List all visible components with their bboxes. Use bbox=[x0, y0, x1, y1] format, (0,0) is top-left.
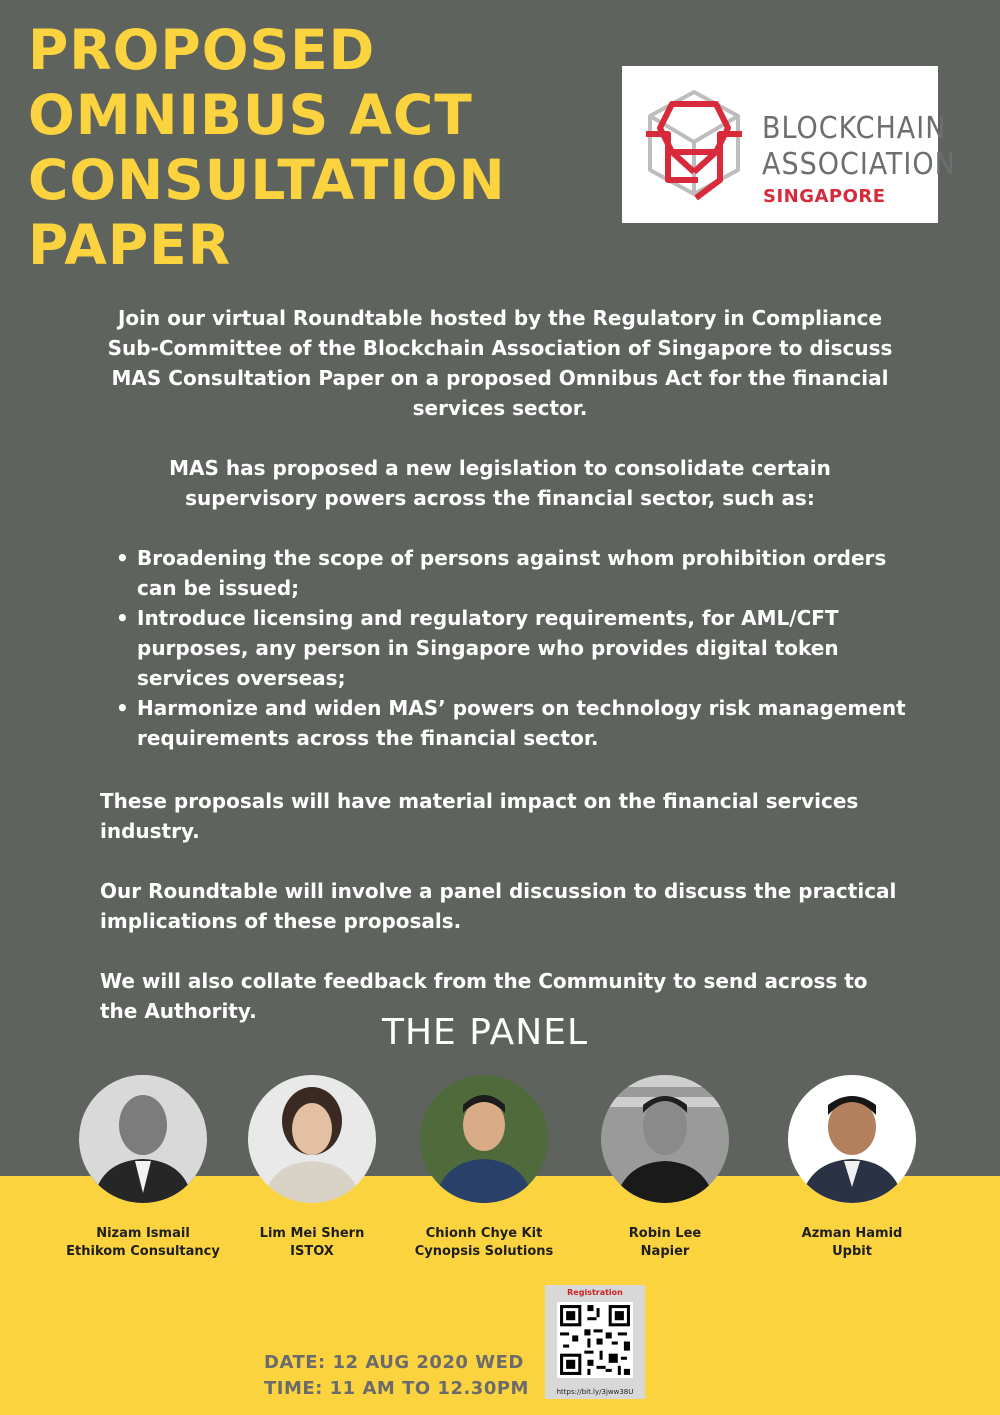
association-logo bbox=[622, 66, 956, 223]
avatar bbox=[248, 1075, 376, 1203]
roundtable-paragraph: Our Roundtable will involve a panel discussion to discuss the practical implications of these proposals. bbox=[100, 879, 897, 933]
avatar bbox=[79, 1075, 207, 1203]
speaker-organization: Ethikom Consultancy bbox=[66, 1244, 220, 1259]
panel-heading: THE PANEL bbox=[381, 1012, 588, 1053]
speaker-organization: Napier bbox=[640, 1244, 690, 1259]
speaker-photo bbox=[420, 1075, 548, 1203]
speaker-name: Lim Mei Shern bbox=[259, 1226, 365, 1241]
event-date-time bbox=[264, 1350, 529, 1402]
page-title bbox=[28, 18, 588, 278]
speaker-organization: Cynopsis Solutions bbox=[414, 1244, 554, 1259]
speaker-photo bbox=[79, 1075, 207, 1203]
feedback-paragraph: We will also collate feedback from the Community to send across to the Authority. bbox=[100, 969, 868, 1023]
logo-text-blockchain: BLOCKCHAIN bbox=[762, 111, 947, 146]
speaker-card bbox=[772, 1075, 932, 1261]
registration-label: Registration bbox=[567, 1288, 623, 1297]
list-item: • Introduce licensing and regulatory requirements, for AML/CFT purposes, any person in Singapore who provides digital token services overseas; bbox=[110, 603, 910, 693]
speaker-card bbox=[63, 1075, 223, 1261]
speaker-name: Nizam Ismail bbox=[96, 1226, 190, 1241]
impact-paragraph: These proposals will have material impact on the financial services industry. bbox=[100, 789, 859, 843]
speaker-card bbox=[404, 1075, 564, 1261]
speaker-name: Robin Lee bbox=[628, 1226, 702, 1241]
list-item: • Broadening the scope of persons against whom prohibition orders can be issued; bbox=[110, 543, 910, 603]
speaker-photo bbox=[601, 1075, 729, 1203]
registration-url[interactable]: https://bit.ly/3jww38U bbox=[556, 1388, 634, 1396]
intro-paragraph: Join our virtual Roundtable hosted by the Regulatory in Compliance Sub-Committee of the Blockchain Association of Singapore to discuss MAS Consultation Paper on a proposed Omnibus Act for the financial services sector. bbox=[107, 306, 893, 420]
speaker-card bbox=[585, 1075, 745, 1261]
proposal-list bbox=[110, 543, 910, 753]
event-time: TIME: 11 AM TO 12.30PM bbox=[264, 1378, 529, 1399]
avatar bbox=[601, 1075, 729, 1203]
title-line: CONSULTATION bbox=[28, 148, 506, 212]
speaker-name: Chionh Chye Kit bbox=[425, 1226, 543, 1241]
proposal-intro-paragraph: MAS has proposed a new legislation to consolidate certain supervisory powers across the financial sector, such as: bbox=[169, 456, 831, 510]
speaker-card bbox=[232, 1075, 392, 1261]
logo-text-singapore: SINGAPORE bbox=[763, 186, 886, 207]
event-date: DATE: 12 AUG 2020 WED bbox=[264, 1352, 524, 1373]
title-line: PROPOSED bbox=[28, 18, 376, 82]
list-item: • Harmonize and widen MAS’ powers on technology risk management requirements across the financial sector. bbox=[110, 693, 910, 753]
speaker-photo bbox=[788, 1075, 916, 1203]
speaker-photo bbox=[248, 1075, 376, 1203]
qr-code-icon[interactable] bbox=[557, 1302, 633, 1378]
title-line: OMNIBUS ACT bbox=[28, 83, 473, 147]
speaker-name: Azman Hamid bbox=[801, 1226, 903, 1241]
avatar bbox=[788, 1075, 916, 1203]
logo-text-association: ASSOCIATION bbox=[762, 147, 956, 182]
title-line: PAPER bbox=[28, 213, 232, 277]
registration-qr-card[interactable] bbox=[545, 1285, 645, 1399]
speaker-organization: Upbit bbox=[832, 1244, 872, 1259]
blockchain-cube-logo-icon bbox=[638, 84, 750, 204]
speaker-organization: ISTOX bbox=[290, 1244, 334, 1259]
avatar bbox=[420, 1075, 548, 1203]
